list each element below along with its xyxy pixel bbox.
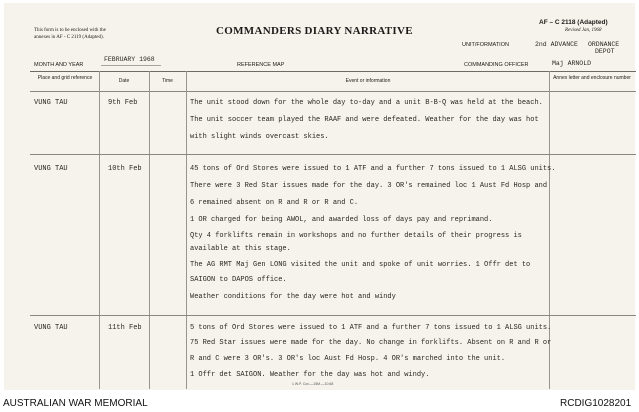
diary-page bbox=[4, 3, 635, 390]
entry-line: 1 OR charged for being AWOL, and awarded loss of days pay and reprimand. bbox=[190, 216, 493, 224]
footer-record-id: RCDIG1028201 bbox=[560, 398, 632, 409]
entry-line: 6 remained absent on R and R or R and C. bbox=[190, 199, 359, 207]
col-place-header: Place and grid reference bbox=[37, 75, 93, 81]
entry-line: SAIGON to DAPOS office. bbox=[190, 276, 287, 284]
month-year-label: MONTH AND YEAR bbox=[34, 62, 84, 68]
unit-formation-value: 2nd ADVANCE bbox=[535, 41, 578, 48]
col-event-header: Event or information bbox=[345, 78, 391, 84]
unit-formation-value-2: DEPOT bbox=[595, 48, 615, 55]
form-code: AF – C 2118 (Adapted) bbox=[539, 19, 608, 26]
reference-map-label: REFERENCE MAP bbox=[237, 62, 285, 68]
col-time-header: Time bbox=[162, 78, 173, 84]
commanding-officer-label: COMMANDING OFFICER bbox=[464, 62, 529, 68]
entry-line: 5 tons of Ord Stores were issued to 1 ATF and a further 7 tons issued to 1 ALSG units. bbox=[190, 324, 552, 332]
page-title: COMMANDERS DIARY NARRATIVE bbox=[216, 25, 413, 37]
form-note-line2: annexes in AF - C 2119 (Adapted). bbox=[34, 35, 104, 40]
entry-line: with slight winds overcast skies. bbox=[190, 133, 329, 141]
entry-line: 75 Red Star issues were made for the day. No change in forklifts. Absent on R and R or bbox=[190, 339, 552, 347]
footer-source: AUSTRALIAN WAR MEMORIAL bbox=[3, 398, 148, 409]
unit-formation-label: UNIT/FORMATION bbox=[462, 42, 509, 48]
print-note: 1 W.P. Cov.—15M.—10.68 bbox=[292, 382, 334, 386]
entry-date: 10th Feb bbox=[108, 165, 142, 173]
col-date-header: Date bbox=[118, 78, 130, 84]
entry-date: 9th Feb bbox=[108, 99, 138, 107]
entry-line: Weather conditions for the day were hot and windy bbox=[190, 293, 396, 301]
entry-place: VUNG TAU bbox=[34, 99, 68, 107]
col-annex-header: Annex letter and enclosure number bbox=[553, 75, 631, 81]
entry-line: There were 3 Red Star issues made for the day. 3 OR's remained loc 1 Aust Fd Hosp and bbox=[190, 182, 548, 190]
entry-line: The AG RMT Maj Gen LONG visited the unit and spoke of unit worries. 1 Offr det to bbox=[190, 261, 531, 269]
unit-formation-value-b: ORDNANCE bbox=[588, 41, 620, 48]
entry-line: 45 tons of Ord Stores were issued to 1 ATF and a further 7 tons issued to 1 ALSG units. bbox=[190, 165, 556, 173]
entry-line: Qty 4 forklifts remain in workshops and no further details of their progress is bbox=[190, 232, 522, 240]
month-year-value: FEBRUARY 1968 bbox=[104, 56, 155, 63]
entry-date: 11th Feb bbox=[108, 324, 142, 332]
entry-line: The unit soccer team played the RAAF and were defeated. Weather for the day was hot bbox=[190, 116, 539, 124]
form-note-line1: This form is to be enclosed with the bbox=[34, 28, 106, 33]
entry-place: VUNG TAU bbox=[34, 324, 68, 332]
commanding-officer-value: Maj ARNOLD bbox=[552, 60, 592, 67]
entry-line: 1 Offr det SAIGON. Weather for the day was hot and windy. bbox=[190, 371, 430, 379]
revised-note: Revised Jan, 1968 bbox=[565, 28, 602, 33]
entry-line: The unit stood down for the whole day to-day and a unit B-B-Q was held at the beach. bbox=[190, 99, 543, 107]
entry-line: available at this stage. bbox=[190, 245, 291, 253]
entry-line: R and C were 3 OR's. 3 OR's loc Aust Fd Hosp. 4 OR's marched into the unit. bbox=[190, 355, 506, 363]
entry-place: VUNG TAU bbox=[34, 165, 68, 173]
